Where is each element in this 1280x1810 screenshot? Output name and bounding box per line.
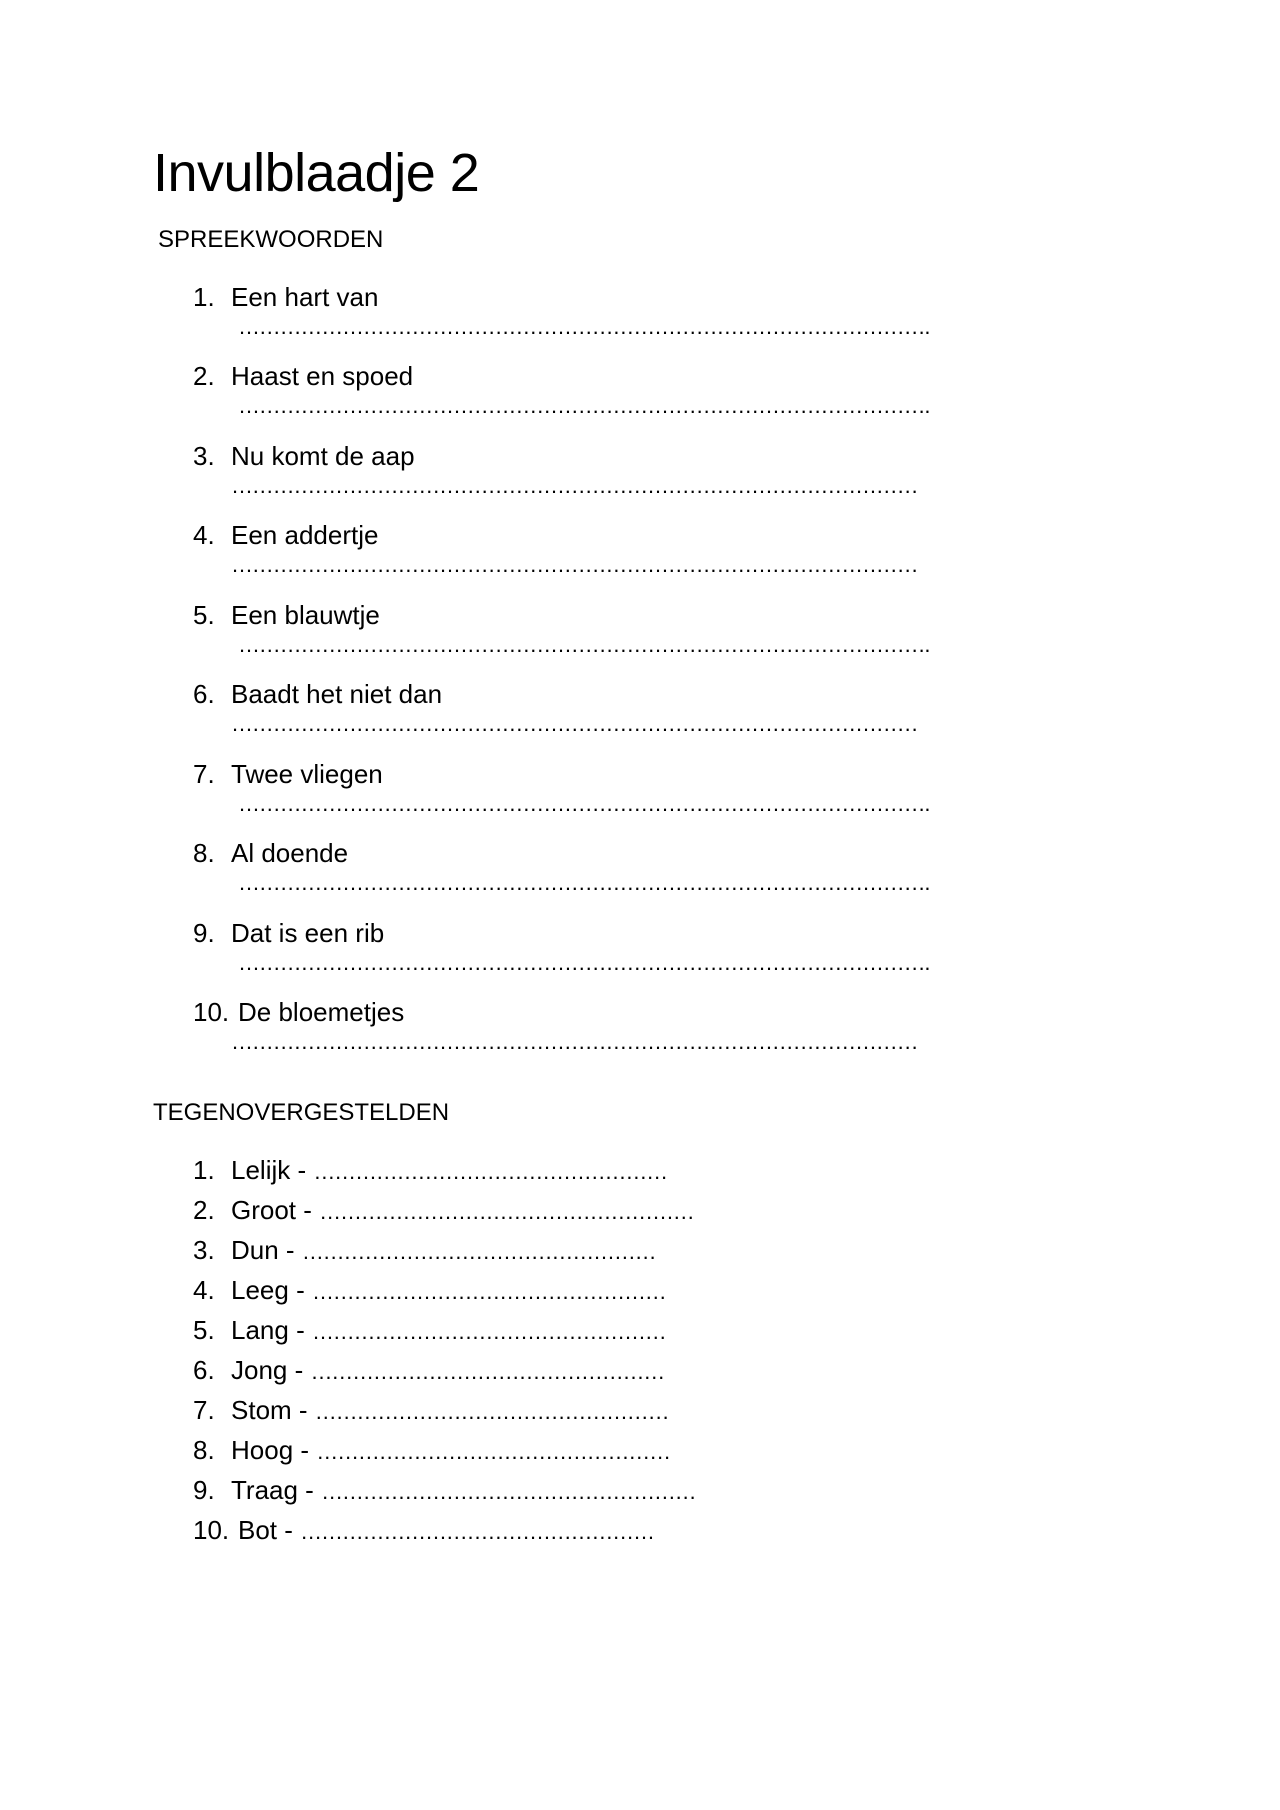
section-heading-tegenovergestelden: TEGENOVERGESTELDEN xyxy=(153,1099,450,1126)
item-number: 3. xyxy=(193,441,215,471)
proverb-item xyxy=(0,917,1280,997)
proverb-item xyxy=(0,599,1280,679)
item-number: 3. xyxy=(193,1235,215,1265)
item-text xyxy=(231,1274,666,1308)
answer-blank[interactable]: ……………………………………………………………………………………… xyxy=(231,712,918,736)
item-text: Nu komt de aap xyxy=(231,441,415,471)
item-text xyxy=(231,1314,666,1348)
item-text: Haast en spoed xyxy=(231,361,414,391)
answer-blank[interactable]: ……………………………………………… xyxy=(319,1199,694,1224)
item-text: Dat is een rib xyxy=(231,918,385,948)
proverb-item xyxy=(0,837,1280,917)
opposite-item xyxy=(0,1394,1280,1434)
item-text: Twee vliegen xyxy=(231,759,383,789)
item-number: 6. xyxy=(193,1355,215,1385)
item-number: 10. xyxy=(193,997,230,1027)
item-number: 2. xyxy=(193,1195,215,1225)
answer-blank[interactable]: ………………………………………………………………………………………. xyxy=(238,951,930,975)
item-number: 7. xyxy=(193,1395,215,1425)
answer-blank[interactable]: ………………………………………………………………………………………. xyxy=(238,394,930,418)
item-text xyxy=(231,1194,694,1228)
opposite-item xyxy=(0,1314,1280,1354)
item-number: 9. xyxy=(193,918,215,948)
item-text xyxy=(231,1354,664,1388)
proverb-item xyxy=(0,440,1280,520)
item-word: Traag - xyxy=(231,1475,322,1505)
item-word: Hoog - xyxy=(231,1435,317,1465)
answer-blank[interactable]: ………………………………………………………………………………………. xyxy=(238,633,930,657)
proverb-item xyxy=(0,996,1280,1076)
item-text xyxy=(231,1474,695,1508)
answer-blank[interactable]: …………………………………………… xyxy=(310,1359,665,1384)
opposite-item xyxy=(0,1514,1280,1554)
item-text: Al doende xyxy=(231,838,349,868)
item-text: Baadt het niet dan xyxy=(231,679,443,709)
proverb-item xyxy=(0,758,1280,838)
item-word: Lang - xyxy=(231,1315,312,1345)
item-word: Bot - xyxy=(238,1515,301,1545)
item-number: 10. xyxy=(193,1515,230,1545)
item-number: 6. xyxy=(193,679,215,709)
item-word: Leeg - xyxy=(231,1275,312,1305)
opposite-item xyxy=(0,1474,1280,1514)
answer-blank[interactable]: …………………………………………… xyxy=(314,1399,669,1424)
opposite-item xyxy=(0,1154,1280,1194)
answer-blank[interactable]: ………………………………………………………………………………………. xyxy=(238,871,930,895)
item-word: Lelijk - xyxy=(231,1155,314,1185)
answer-blank[interactable]: ……………………………………………………………………………………… xyxy=(231,474,918,498)
answer-blank[interactable]: …………………………………………… xyxy=(300,1519,654,1544)
opposite-item xyxy=(0,1274,1280,1314)
item-text xyxy=(231,1154,667,1188)
answer-blank[interactable]: ………………………………………………………………………………………. xyxy=(238,315,930,339)
answer-blank[interactable]: ……………………………………………………………………………………… xyxy=(231,1030,918,1054)
item-text: Een blauwtje xyxy=(231,600,380,630)
item-number: 7. xyxy=(193,759,215,789)
item-number: 4. xyxy=(193,1275,215,1305)
item-text xyxy=(238,1514,654,1548)
item-number: 2. xyxy=(193,361,215,391)
proverb-item xyxy=(0,678,1280,758)
item-text xyxy=(231,1434,670,1468)
answer-blank[interactable]: …………………………………………… xyxy=(311,1319,666,1344)
item-word: Groot - xyxy=(231,1195,320,1225)
answer-blank[interactable]: ……………………………………………… xyxy=(321,1479,696,1504)
answer-blank[interactable]: ………………………………………………………………………………………. xyxy=(238,792,930,816)
item-number: 8. xyxy=(193,838,215,868)
answer-blank[interactable]: …………………………………………… xyxy=(316,1439,670,1464)
item-text xyxy=(231,1234,655,1268)
item-text: Een hart van xyxy=(231,282,379,312)
proverb-item xyxy=(0,519,1280,599)
item-number: 1. xyxy=(193,1155,215,1185)
item-word: Stom - xyxy=(231,1395,315,1425)
section-heading-spreekwoorden: SPREEKWOORDEN xyxy=(158,226,384,253)
item-text: De bloemetjes xyxy=(238,997,405,1027)
item-word: Dun - xyxy=(231,1235,302,1265)
item-number: 5. xyxy=(193,600,215,630)
item-text: Een addertje xyxy=(231,520,379,550)
proverb-item xyxy=(0,281,1280,361)
item-number: 9. xyxy=(193,1475,215,1505)
proverb-item xyxy=(0,360,1280,440)
item-text xyxy=(231,1394,668,1428)
opposite-item xyxy=(0,1234,1280,1274)
answer-blank[interactable]: …………………………………………… xyxy=(311,1279,666,1304)
answer-blank[interactable]: …………………………………………… xyxy=(301,1239,656,1264)
opposite-item xyxy=(0,1434,1280,1474)
answer-blank[interactable]: …………………………………………… xyxy=(313,1159,667,1184)
item-number: 1. xyxy=(193,282,215,312)
opposite-item xyxy=(0,1354,1280,1394)
item-number: 5. xyxy=(193,1315,215,1345)
item-word: Jong - xyxy=(231,1355,311,1385)
opposite-item xyxy=(0,1194,1280,1234)
item-number: 8. xyxy=(193,1435,215,1465)
page-title: Invulblaadje 2 xyxy=(153,143,480,203)
answer-blank[interactable]: ……………………………………………………………………………………… xyxy=(231,553,918,577)
item-number: 4. xyxy=(193,520,215,550)
